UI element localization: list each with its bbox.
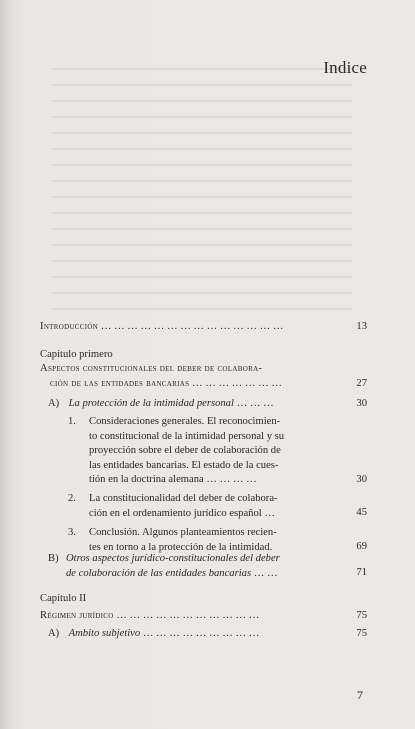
folio-number: 7	[357, 688, 363, 702]
leader-dots: … … … … … … … … … … … … … …	[100, 321, 284, 332]
subsection-text: Conclusión. Algunos planteamientos recien- tes en torno a la protección de la intimidad.	[89, 527, 277, 553]
page-number: 75	[356, 610, 367, 621]
toc-section	[48, 397, 348, 412]
subsection-marker: 2.	[68, 493, 76, 504]
bleed-through-text	[52, 60, 352, 310]
section-marker: A)	[48, 628, 60, 639]
chapter-heading: Capítulo primero	[40, 349, 113, 360]
leader-dots: … …	[253, 567, 278, 579]
section-title: La protección de la intimidad personal	[68, 398, 234, 409]
page-number: 30	[356, 474, 367, 485]
page-title: Indice	[323, 58, 367, 77]
leader-dots: … … … …	[206, 474, 257, 485]
page-number: 27	[356, 378, 367, 389]
leader-dots: …	[264, 507, 275, 519]
leader-dots: … … … … … … … … …	[142, 628, 260, 639]
toc-section	[48, 627, 348, 642]
entry-label: Introducción	[40, 321, 99, 332]
subsection-marker: 3.	[68, 527, 76, 538]
page-number: 30	[356, 398, 367, 409]
page-number: 69	[356, 541, 367, 552]
page-number: 13	[356, 321, 367, 332]
subsection-text: Consideraciones generales. El reconocimien- to constitucional de la intimidad personal y su proyección sobre el deber de colaboración de las entidades bancarias. El estado de la cues- tión en la doctrina alemana … … … …	[89, 416, 285, 485]
subsection-marker: 1.	[68, 416, 76, 427]
leader-dots: … … …	[236, 398, 274, 409]
chapter-title-line: Aspectos constitucionales del deber de colabora-	[40, 363, 263, 374]
toc-entry-introduccion	[40, 320, 345, 335]
leader-dots: … … … … … … …	[191, 378, 282, 389]
page-number: 45	[356, 507, 367, 518]
leader-dots: … … … … … … … … … … …	[116, 610, 260, 621]
section-marker: B)	[48, 553, 59, 564]
page-number: 75	[356, 628, 367, 639]
subsection-text: La constitucionalidad del deber de colabora- ción en el ordenamiento jurídico español …	[89, 493, 278, 519]
chapter-title-line: ción de las entidades bancarias … … … … … … …	[50, 378, 282, 389]
chapter-title: Régimen jurídico … … … … … … … … … … …	[40, 610, 260, 621]
page-number: 71	[356, 567, 367, 578]
section-title: Otros aspectos jurídico-constitucionales del deber de colaboración de las entidades bancarias … …	[66, 553, 280, 579]
chapter-heading: Capítulo II	[40, 593, 87, 604]
section-marker: A)	[48, 398, 60, 409]
section-title: Ambito subjetivo	[68, 628, 141, 639]
